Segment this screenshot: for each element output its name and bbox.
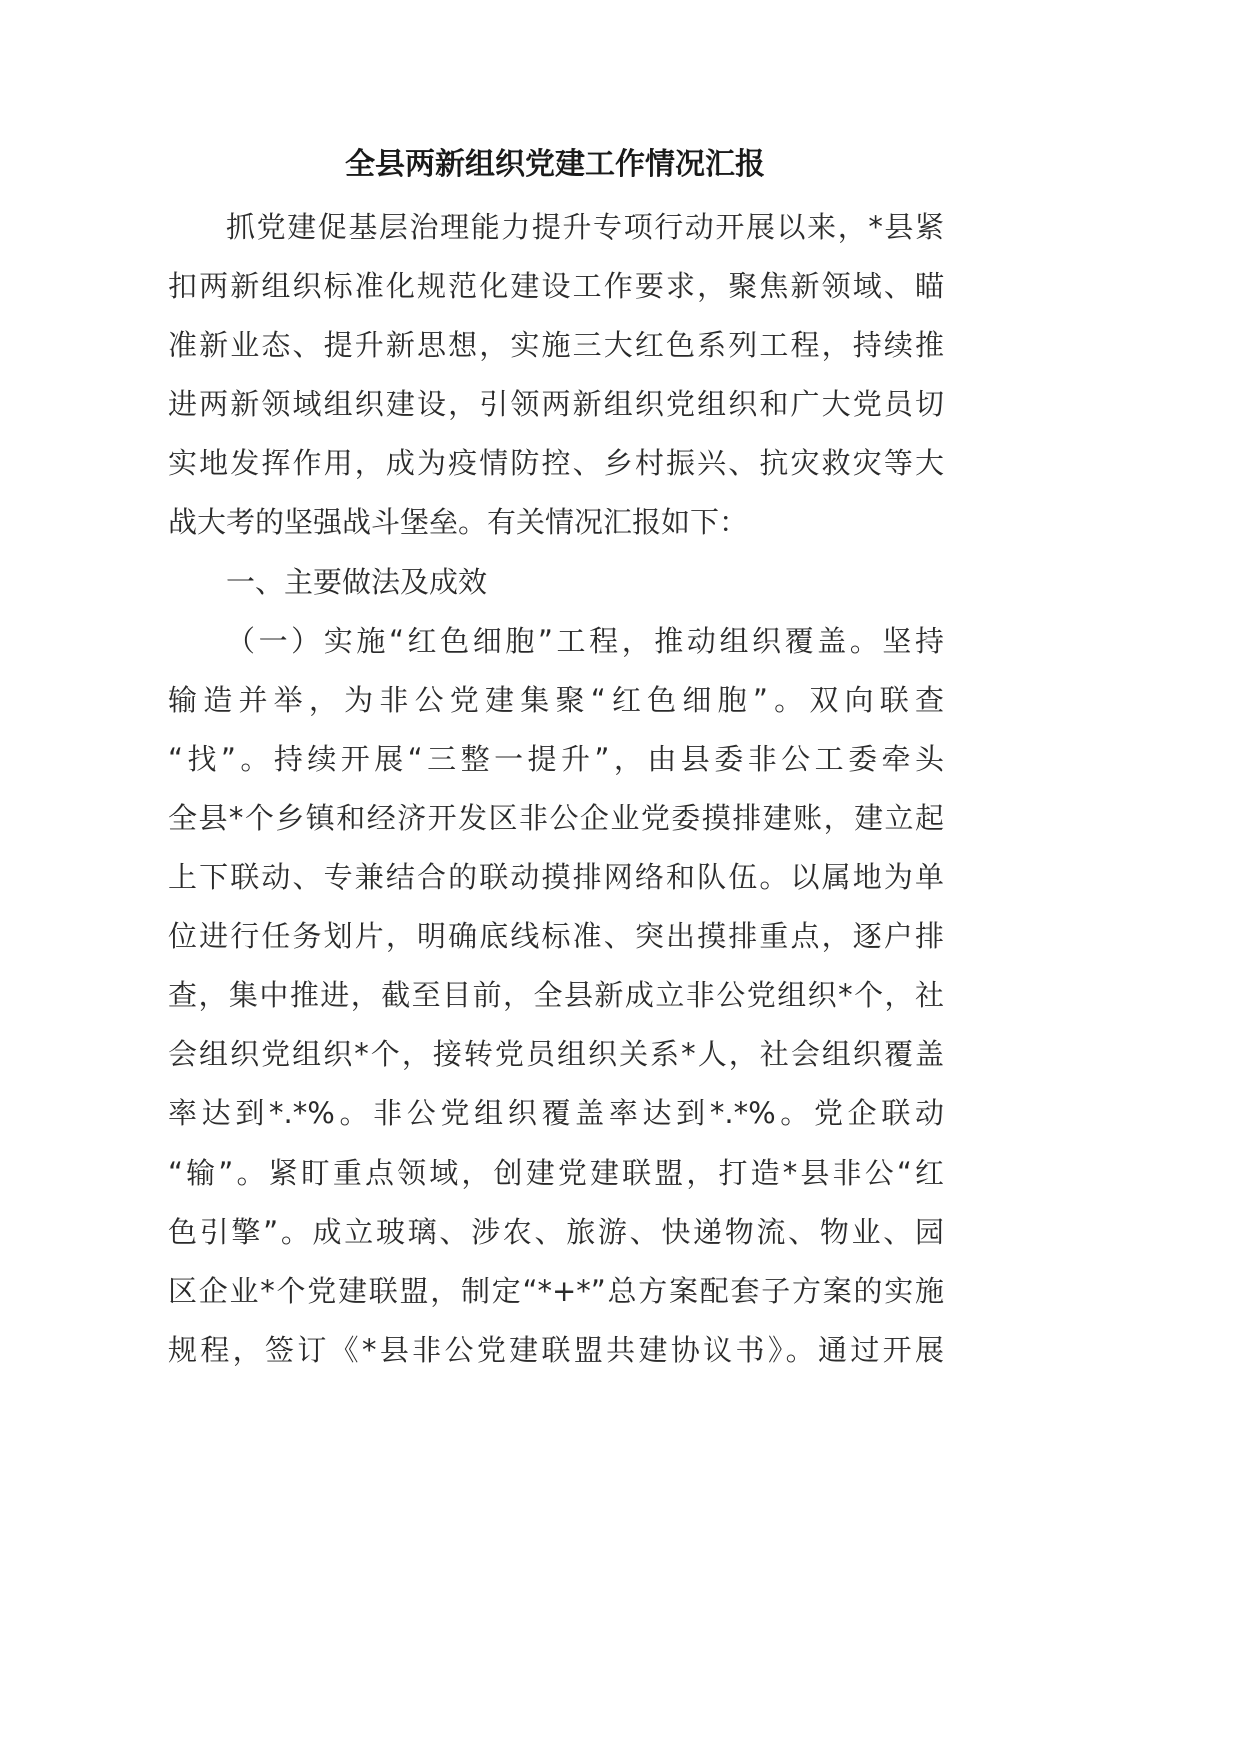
line-text: 输造并举，为非公党建集聚“红色细胞”。双向联查	[168, 682, 944, 717]
line-text: 准新业态、提升新思想，实施三大红色系列工程，持续推	[168, 328, 944, 363]
line-text: 全县*个乡镇和经济开发区非公企业党委摸排建账，建立起	[168, 800, 944, 835]
line-text: “输”。紧盯重点领域，创建党建联盟，打造*县非公“红	[168, 1155, 944, 1190]
body-line	[168, 914, 944, 973]
line-text: 一、主要做法及成效	[226, 564, 488, 599]
body-line	[168, 205, 944, 264]
line-text: 战大考的坚强战斗堡垒。有关情况汇报如下：	[168, 505, 749, 540]
subsection-heading-line	[168, 619, 944, 678]
body-line	[168, 1151, 944, 1210]
line-text: 位进行任务划片，明确底线标准、突出摸排重点，逐户排	[168, 919, 944, 954]
body-line	[168, 500, 944, 559]
line-text: 上下联动、专兼结合的联动摸排网络和队伍。以属地为单	[168, 860, 944, 895]
body-line	[168, 441, 944, 500]
line-text: 规程，签订《*县非公党建联盟共建协议书》。通过开展	[168, 1332, 944, 1367]
body-line	[168, 1269, 944, 1328]
body-line	[168, 1210, 944, 1269]
body-line	[168, 855, 944, 914]
line-text: 率达到*.*%。非公党组织覆盖率达到*.*%。党企联动	[168, 1096, 944, 1131]
section-heading	[168, 560, 944, 619]
line-text: 查，集中推进，截至目前，全县新成立非公党组织*个，社	[168, 978, 944, 1013]
body-line	[168, 323, 944, 382]
line-text: 扣两新组织标准化规范化建设工作要求，聚焦新领域、瞄	[168, 269, 944, 304]
line-text: 抓党建促基层治理能力提升专项行动开展以来，*县紧	[226, 210, 944, 244]
body-line	[168, 1328, 944, 1387]
line-text: 色引擎”。成立玻璃、涉农、旅游、快递物流、物业、园	[168, 1214, 944, 1249]
body-line	[168, 737, 944, 796]
line-text: 区企业*个党建联盟，制定“*+*”总方案配套子方案的实施	[168, 1273, 944, 1308]
body-line	[168, 796, 944, 855]
line-text: 实地发挥作用，成为疫情防控、乡村振兴、抗灾救灾等大	[168, 446, 944, 481]
body-line	[168, 678, 944, 737]
line-text: “找”。持续开展“三整一提升”，由县委非公工委牵头	[168, 741, 944, 776]
body-line	[168, 382, 944, 441]
document-body	[168, 205, 944, 1387]
line-text: 进两新领域组织建设，引领两新组织党组织和广大党员切	[168, 387, 944, 422]
line-text: 会组织党组织*个，接转党员组织关系*人，社会组织覆盖	[168, 1037, 944, 1072]
body-line	[168, 1091, 944, 1150]
body-line	[168, 973, 944, 1032]
body-line	[168, 264, 944, 323]
line-text: （一）实施“红色细胞”工程，推动组织覆盖。坚持	[226, 623, 944, 658]
body-line	[168, 1032, 944, 1091]
document-title: 全县两新组织党建工作情况汇报	[345, 147, 765, 182]
